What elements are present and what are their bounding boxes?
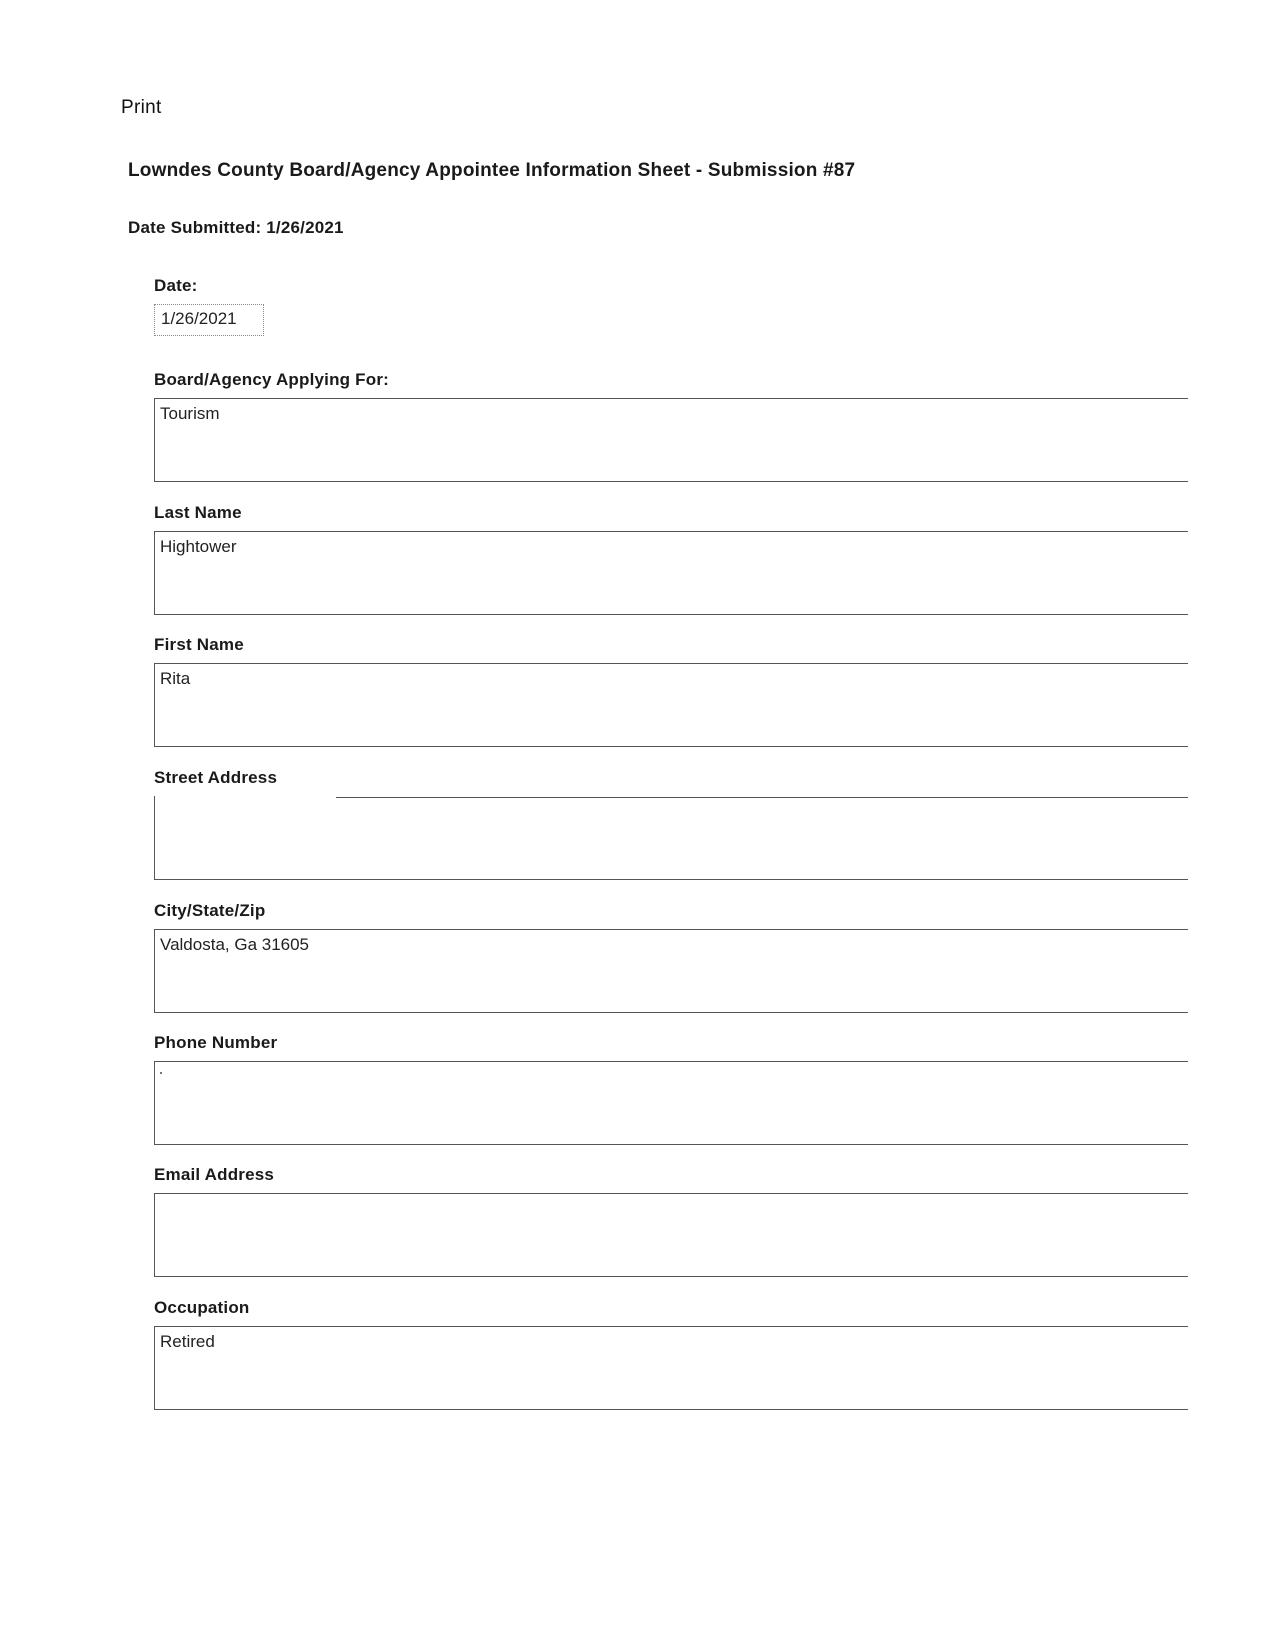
- first-name-label: First Name: [154, 635, 244, 654]
- date-field[interactable]: 1/26/2021: [154, 304, 264, 336]
- phone-scan-speck: [160, 1072, 162, 1074]
- board-agency-label: Board/Agency Applying For:: [154, 370, 390, 389]
- date-submitted: Date Submitted: 1/26/2021: [128, 218, 344, 237]
- occupation-label: Occupation: [154, 1298, 250, 1317]
- email-address-label: Email Address: [154, 1165, 275, 1184]
- print-link[interactable]: Print: [121, 97, 162, 118]
- page-title: Lowndes County Board/Agency Appointee Information Sheet - Submission #87: [128, 160, 856, 181]
- street-address-label: Street Address: [154, 768, 278, 787]
- first-name-field[interactable]: Rita: [154, 663, 1188, 747]
- last-name-field[interactable]: Hightower: [154, 531, 1188, 615]
- city-state-zip-field[interactable]: Valdosta, Ga 31605: [154, 929, 1188, 1013]
- date-label: Date:: [154, 276, 198, 295]
- city-state-zip-label: City/State/Zip: [154, 901, 266, 920]
- board-agency-field[interactable]: Tourism: [154, 398, 1188, 482]
- phone-number-field[interactable]: [154, 1061, 1188, 1145]
- phone-number-label: Phone Number: [154, 1033, 278, 1052]
- street-address-field[interactable]: [154, 796, 1188, 880]
- occupation-field[interactable]: Retired: [154, 1326, 1188, 1410]
- email-address-field[interactable]: [154, 1193, 1188, 1277]
- last-name-label: Last Name: [154, 503, 242, 522]
